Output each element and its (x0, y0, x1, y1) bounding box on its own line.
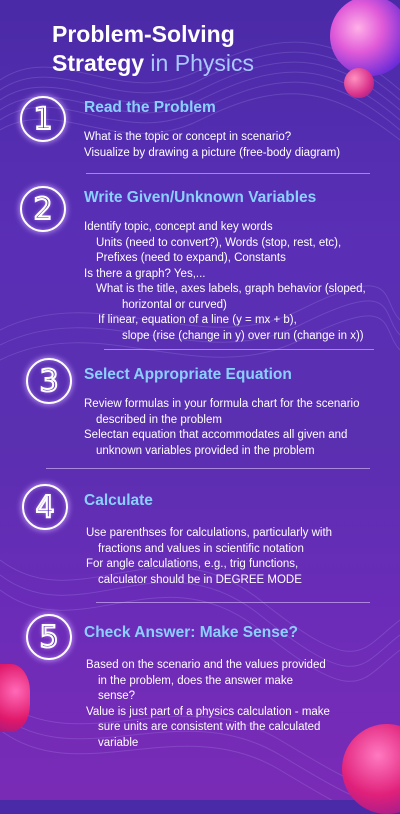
step-2-line: Identify topic, concept and key words (84, 221, 273, 233)
step-2-line: What is the title, axes labels, graph behavior (sloped, (96, 283, 366, 295)
step-2-title: Write Given/Unknown Variables (84, 189, 317, 206)
step-3-line: described in the problem (96, 413, 222, 426)
step-4-line: fractions and values in scientific notation (98, 542, 304, 555)
step-5-line: sure units are consistent with the calculated (98, 721, 321, 733)
step-2-line: horizontal or curved) (122, 298, 227, 311)
step-2-body (84, 220, 366, 344)
step-1-line: What is the topic or concept in scenario? (84, 131, 292, 143)
title-line-1: Problem-Solving (52, 21, 235, 47)
step-5-title: Check Answer: Make Sense? (84, 624, 298, 641)
step-3-line: unknown variables provided in the problem (96, 444, 315, 457)
step-2-line: If linear, equation of a line (y = mx + b), (98, 314, 297, 326)
step-4-line: calculator should be in DEGREE MODE (98, 573, 302, 586)
step-5-line: variable (98, 736, 139, 749)
title-line-2 (52, 49, 322, 78)
step-5-line: in the problem, does the answer make (98, 674, 293, 687)
step-3-title: Select Appropriate Equation (84, 366, 292, 383)
step-1-title: Read the Problem (84, 99, 216, 116)
page-title (52, 20, 322, 78)
step-4-title: Calculate (84, 492, 153, 509)
divider (104, 349, 374, 350)
step-3-number-icon: 3 (26, 358, 72, 404)
divider (96, 602, 370, 603)
step-2-number-icon: 2 (20, 186, 66, 232)
title-accent: in Physics (144, 50, 254, 76)
step-1-line: Visualize by drawing a picture (free-body diagram) (84, 146, 341, 159)
step-2-line: Prefixes (need to expand), Constants (96, 252, 286, 264)
step-3-line: Selectan equation that accommodates all given and (84, 429, 348, 441)
step-5-line: Value is just part of a physics calculation - make (86, 705, 330, 718)
step-4-body (86, 526, 332, 588)
decor-orb-left (0, 664, 30, 732)
step-2-line: Is there a graph? Yes,... (84, 267, 206, 280)
divider (46, 468, 370, 469)
step-5-number-icon: 5 (26, 614, 72, 660)
divider (86, 173, 370, 174)
step-5-line: Based on the scenario and the values provided (86, 659, 326, 671)
decor-orb-small (344, 68, 374, 98)
step-3-line: Review formulas in your formula chart for the scenario (84, 398, 360, 410)
title-bold: Strategy (52, 50, 145, 76)
step-5-body (86, 658, 330, 751)
step-1-number-icon: 1 (20, 96, 66, 142)
step-2-line: Units (need to convert?), Words (stop, rest, etc), (96, 236, 342, 249)
step-2-line: slope (rise (change in y) over run (change in x)) (122, 329, 364, 342)
step-3-body (84, 397, 359, 459)
step-5-line: sense? (98, 690, 136, 702)
step-4-line: Use parenthses for calculations, particularly with (86, 527, 333, 539)
step-1-body (84, 130, 340, 161)
step-4-line: For angle calculations, e.g., trig functions, (86, 558, 299, 570)
step-4-number-icon: 4 (22, 484, 68, 530)
